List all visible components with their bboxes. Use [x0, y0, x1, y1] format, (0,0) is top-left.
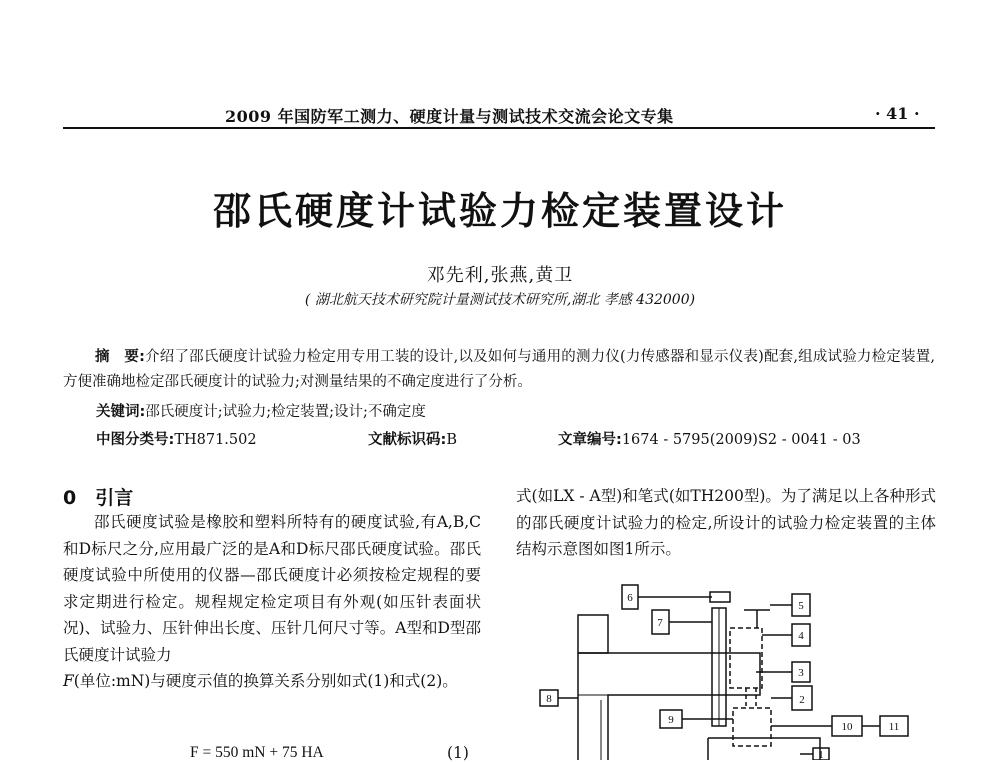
- abstract-label: 摘 要:: [95, 349, 145, 365]
- fig-label-5: 5: [798, 600, 804, 612]
- fig-label-6: 6: [627, 592, 633, 604]
- article-no-label: 文章编号:: [558, 432, 622, 448]
- intro-paragraph: 邵氏硬度试验是橡胶和塑料所特有的硬度试验,有A,B,C和D标尺之分,应用最广泛的是A和D标尺邵氏硬度试验。邵氏硬度试验中所使用的仪器—邵氏硬度计必须按检定规程的要求定期进行检定。规程规定检定项目有外观(如压针表面状况)、试验力、压针伸出长度、压针几何尺寸等。A型和D型邵氏硬度计试验力 F(单位:mN)与硬度示值的换算关系分别如式(1)和式(2)。: [63, 513, 481, 690]
- doc-code-value: B: [446, 432, 457, 448]
- article-title: 邵氏硬度计试验力检定装置设计: [212, 188, 787, 233]
- page-number: · 41 ·: [875, 104, 920, 123]
- article-affiliation: ( 湖北航天技术研究院计量测试技术研究所,湖北 孝感 432000): [304, 292, 696, 308]
- right-paragraph: 式(如LX - A型)和笔式(如TH200型)。为了满足以上各种形式的邵氏硬度计试验力的检定,所设计的试验力检定装置的主体结构示意图如图1所示。: [516, 487, 936, 558]
- lower-block-dashed: [733, 708, 771, 746]
- left-column-text: [63, 509, 481, 695]
- fig-label-2: 2: [799, 694, 805, 706]
- fig-label-4: 4: [798, 630, 804, 642]
- keywords-line: [96, 400, 426, 421]
- fig-label-3: 3: [798, 667, 804, 679]
- article-number: [558, 428, 861, 449]
- top-block: [578, 615, 608, 653]
- keywords-label: 关键词:: [96, 404, 146, 420]
- figure-1-structure-diagram: [530, 580, 910, 760]
- clc-value: TH871.502: [174, 432, 257, 448]
- fig-label-10: 10: [841, 721, 853, 733]
- right-column-text: [516, 483, 936, 563]
- fig-label-7: 7: [657, 617, 663, 629]
- abstract-text: 介绍了邵氏硬度计试验力检定用专用工装的设计,以及如何与通用的测力仪(力传感器和显示仪表)配套,组成试验力检定装置,方便准确地检定邵氏硬度计的试验力;对测量结果的不确定度进行了分析。: [63, 349, 935, 390]
- document-code: [368, 428, 457, 449]
- clc-code: [96, 428, 257, 449]
- base-plate: [708, 738, 820, 760]
- article-no-value: 1674 - 5795(2009)S2 - 0041 - 03: [621, 432, 861, 448]
- formula-1-number: (1): [447, 744, 469, 762]
- abstract: [63, 345, 935, 395]
- clc-label: 中图分类号:: [96, 432, 175, 448]
- force-symbol: F: [63, 672, 74, 690]
- sensor-holder-dashed: [730, 628, 762, 688]
- article-authors: 邓先利,张燕,黄卫: [426, 265, 574, 286]
- section-heading: 0 引言: [63, 487, 134, 509]
- keywords: 邵氏硬度计;试验力;检定装置;设计;不确定度: [145, 404, 426, 420]
- top-handle: [710, 592, 730, 602]
- running-header-title: 2009 年国防军工测力、硬度计量与测试技术交流会论文专集: [225, 107, 674, 126]
- formula-1: F = 550 mN + 75 HA: [190, 744, 324, 761]
- fig-label-8: 8: [546, 693, 552, 705]
- fig-label-11: 11: [888, 721, 900, 733]
- fig-label-1: 1: [818, 749, 824, 760]
- doc-code-label: 文献标识码:: [368, 432, 447, 448]
- fig-label-9: 9: [668, 714, 674, 726]
- header-rule: [63, 127, 935, 129]
